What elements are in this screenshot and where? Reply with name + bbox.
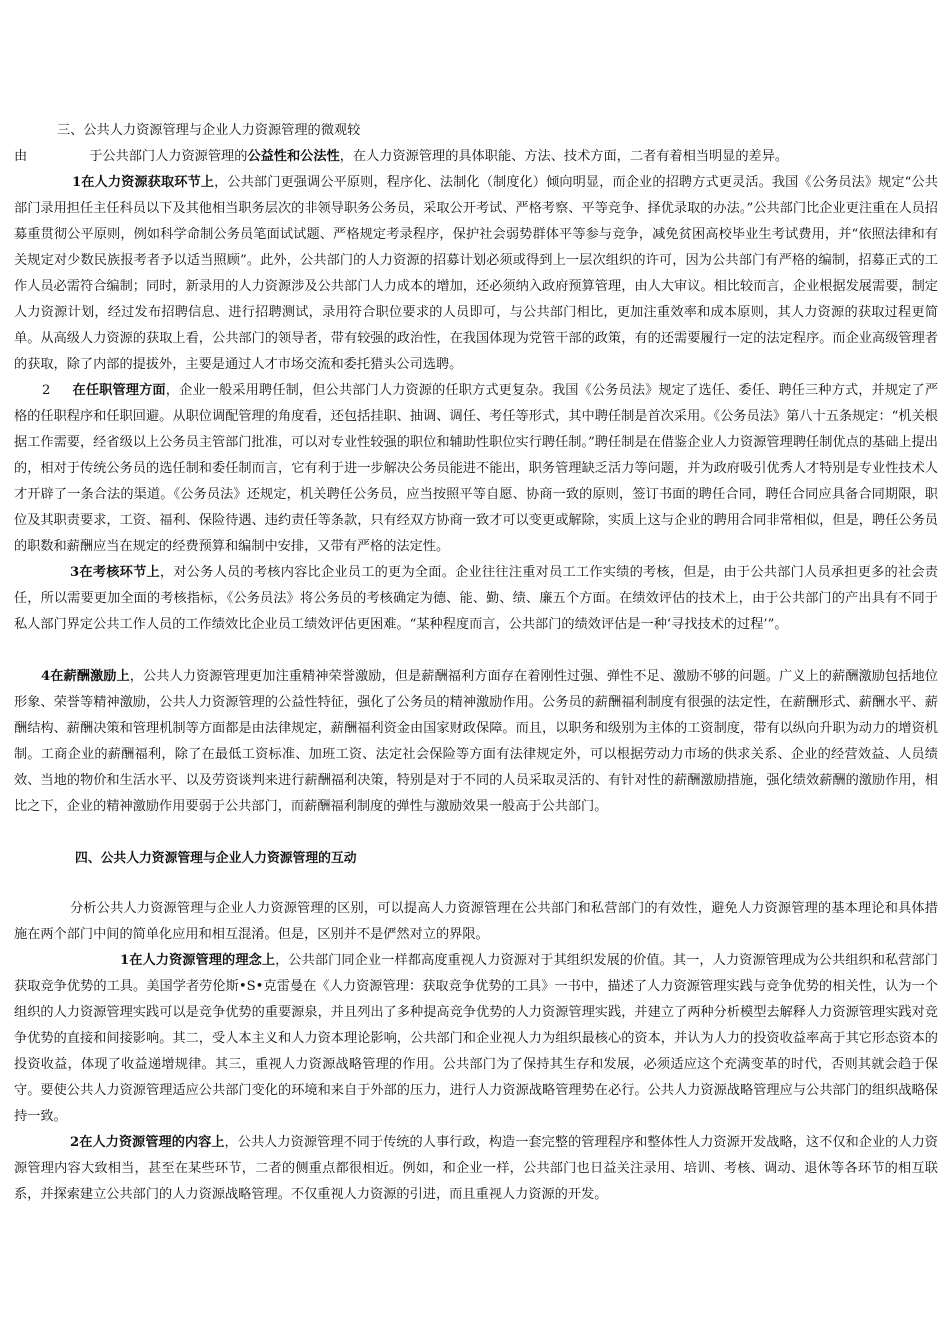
paragraph-compensation xyxy=(14,664,938,820)
paragraph-content-lead: 2在人力资源管理的内容上 xyxy=(70,1135,225,1150)
intro-text: 于公共部门人力资源管理的 xyxy=(89,149,248,164)
paragraph-acquisition-text: ，公共部门更强调公平原则，程序化、法制化（制度化）倾向明显，而企业的招聘方式更灵活。我国《公务员法》规定“公共部门录用担任主任科员以下及其他相当职务层次的非领导职务公务员，采取公开考试、严格考察、平等竞争、择优录取的办法。”公共部门比企业更注重在人员招募重贯彻公平原则，例如科学命制公务员笔面试试题、严格规定考录程序，保护社会弱势群体平等参与竞争，减免贫困高校毕业生考试费用，并“依照法律和有关规定对少数民族报考者予以适当照顾”。此外，公共部门的人力资源的招募计划必须或得到上一层次组织的许可，因为公共部门有严格的编制，招募正式的工作人员必需符合编制；同时，新录用的人力资源涉及公共部门人力成本的增加，还必须纳入政府预算管理，由人大审议。相比较而言，企业根据发展需要，制定人力资源计划，经过发布招聘信息、进行招聘测试，录用符合职位要求的人员即可，与公共部门相比，更加注重效率和成本原则，其人力资源的获取过程更简单。从高级人力资源的获取上看，公共部门的领导者，带有较强的政治性，在我国体现为党管干部的政策，有的还需要履行一定的法定程序。而企业高级管理者的获取，除了内部的提拔外，主要是通过人才市场交流和委托猎头公司选聘。 xyxy=(14,175,938,372)
paragraph-content xyxy=(14,1130,938,1208)
paragraph-acquisition-lead: 1在人力资源获取环节上 xyxy=(72,175,215,190)
spacer xyxy=(14,872,938,896)
section-4-heading: 四、公共人力资源管理与企业人力资源管理的互动 xyxy=(75,851,357,866)
paragraph-concept-text: ，公共部门同企业一样都高度重视人力资源对于其组织发展的价值。其一，人力资源管理成为公共组织和私营部门获取竞争优势的工具。美国学者劳伦斯•S•克雷曼在《人力资源管理：获取竞争优势的工具》一书中，描述了人力资源管理实践与竞争优势的相关性，认为一个组织的人力资源管理实践可以是竞争优势的重要源泉，并且列出了多种提高竞争优势的人力资源管理实践，并建立了两种分析模型去解释人力资源管理实践对竞争优势的直接和间接影响。其二，受人本主义和人力资本理论影响，公共部门和企业视人力为组织最核心的资本，并认为人力的投资收益率高于其它形态资本的投资收益，体现了收益递增规律。其三，重视人力资源战略管理的作用。公共部门为了保持其生存和发展，必须适应这个充满变革的时代，否则其就会趋于保守。要使公共人力资源管理适应公共部门变化的环境和来自于外部的压力，进行人力资源战略管理势在必行。公共人力资源战略管理应与公共部门的组织战略保持一致。 xyxy=(14,953,938,1124)
paragraph-content-text: ，公共人力资源管理不同于传统的人事行政，构造一套完整的管理程序和整体性人力资源开发战略，这不仅和企业的人力资源管理内容大致相当，甚至在某些环节，二者的侧重点都很相近。例如，和企业一样，公共部门也日益关注录用、培训、考核、调动、退休等各环节的相互联系，并探索建立公共部门的人力资源战略管理。不仅重视人力资源的引进，而且重视人力资源的开发。 xyxy=(14,1135,938,1202)
intro-first-char: 由 xyxy=(14,149,28,164)
paragraph-assessment xyxy=(14,560,938,638)
paragraph-appointment xyxy=(14,378,938,560)
paragraph-compensation-lead: 4在薪酬激励上 xyxy=(41,669,130,684)
intro-bold: 公益性和公法性 xyxy=(247,149,340,164)
section-3-intro xyxy=(14,144,938,170)
paragraph-concept xyxy=(14,948,938,1130)
paragraph-appointment-number: 2 xyxy=(42,383,51,398)
section-4-intro: 分析公共人力资源管理与企业人力资源管理的区别，可以提高人力资源管理在公共部门和私营部门的有效性，避免人力资源管理的基本理论和具体措施在两个部门中间的简单化应用和相互混淆。但是，区别并不是俨然对立的界限。 xyxy=(14,901,938,942)
paragraph-assessment-text: ，对公务人员的考核内容比企业员工的更为全面。企业往往注重对员工工作实绩的考核，但是，由于公共部门人员承担更多的社会责任，所以需要更加全面的考核指标，《公务员法》将公务员的考核确定为德、能、勤、绩、廉五个方面。在绩效评估的技术上，由于公共部门的产出具有不同于私人部门界定公共工作人员的工作绩效比企业员工绩效评估更困难。“某种程度而言，公共部门的绩效评估是一种‘寻找技术的过程’”。 xyxy=(14,565,938,632)
intro-text-rest: ，在人力资源管理的具体职能、方法、技术方面，二者有着相当明显的差异。 xyxy=(339,149,789,164)
document-page xyxy=(14,118,938,1208)
paragraph-appointment-text: ，企业一般采用聘任制，但公共部门人力资源的任职方式更复杂。我国《公务员法》规定了选任、委任、聘任三种方式，并规定了严格的任职程序和任职回避。从职位调配管理的角度看，还包括挂职、抽调、调任、考任等形式，其中聘任制是首次采用。《公务员法》第八十五条规定：“机关根据工作需要，经省级以上公务员主管部门批准，可以对专业性较强的职位和辅助性职位实行聘任制。”聘任制是在借鉴企业人力资源管理聘任制优点的基础上提出的，相对于传统公务员的选任制和委任制而言，它有利于进一步解决公务员能进不能出，职务管理缺乏活力等问题，并为政府吸引优秀人才特别是专业性技术人才开辟了一条合法的渠道。《公务员法》还规定，机关聘任公务员，应当按照平等自愿、协商一致的原则，签订书面的聘任合同，聘任合同应具备合同期限，职位及其职责要求，工资、福利、保险待遇、违约责任等条款，只有经双方协商一致才可以变更或解除，实质上这与企业的聘用合同非常相似，但是，聘任公务员的职数和薪酬应当在规定的经费预算和编制中安排，又带有严格的法定性。 xyxy=(14,383,939,554)
paragraph-concept-lead: 1在人力资源管理的理念上 xyxy=(120,953,276,968)
paragraph-assessment-lead: 3在考核环节上 xyxy=(70,565,160,580)
paragraph-acquisition xyxy=(14,170,938,378)
spacer xyxy=(14,820,938,846)
spacer xyxy=(14,638,938,664)
paragraph-appointment-lead: 在任职管理方面 xyxy=(72,383,166,398)
paragraph-compensation-text: ，公共人力资源管理更加注重精神荣誉激励，但是薪酬福利方面存在着刚性过强、弹性不足、激励不够的问题。广义上的薪酬激励包括地位形象、荣誉等精神激励，公共人力资源管理的公益性特征，强化了公务员的精神激励作用。公务员的薪酬福利制度有很强的法定性，在薪酬形式、薪酬水平、薪酬结构、薪酬决策和管理机制等方面都是由法律规定，薪酬福利资金由国家财政保障。而且，以职务和级别为主体的工资制度，带有以纵向升职为动力的增资机制。工商企业的薪酬福利，除了在最低工资标准、加班工资、法定社会保险等方面有法律规定外，可以根据劳动力市场的供求关系、企业的经营效益、人员绩效、当地的物价和生活水平、以及劳资谈判来进行薪酬福利决策，特别是对于不同的人员采取灵活的、有针对性的薪酬激励措施，强化绩效薪酬的激励作用，相比之下，企业的精神激励作用要弱于公共部门，而薪酬福利制度的弹性与激励效果一般高于公共部门。 xyxy=(14,669,938,814)
section-3-heading: 三、公共人力资源管理与企业人力资源管理的微观较 xyxy=(57,123,361,138)
